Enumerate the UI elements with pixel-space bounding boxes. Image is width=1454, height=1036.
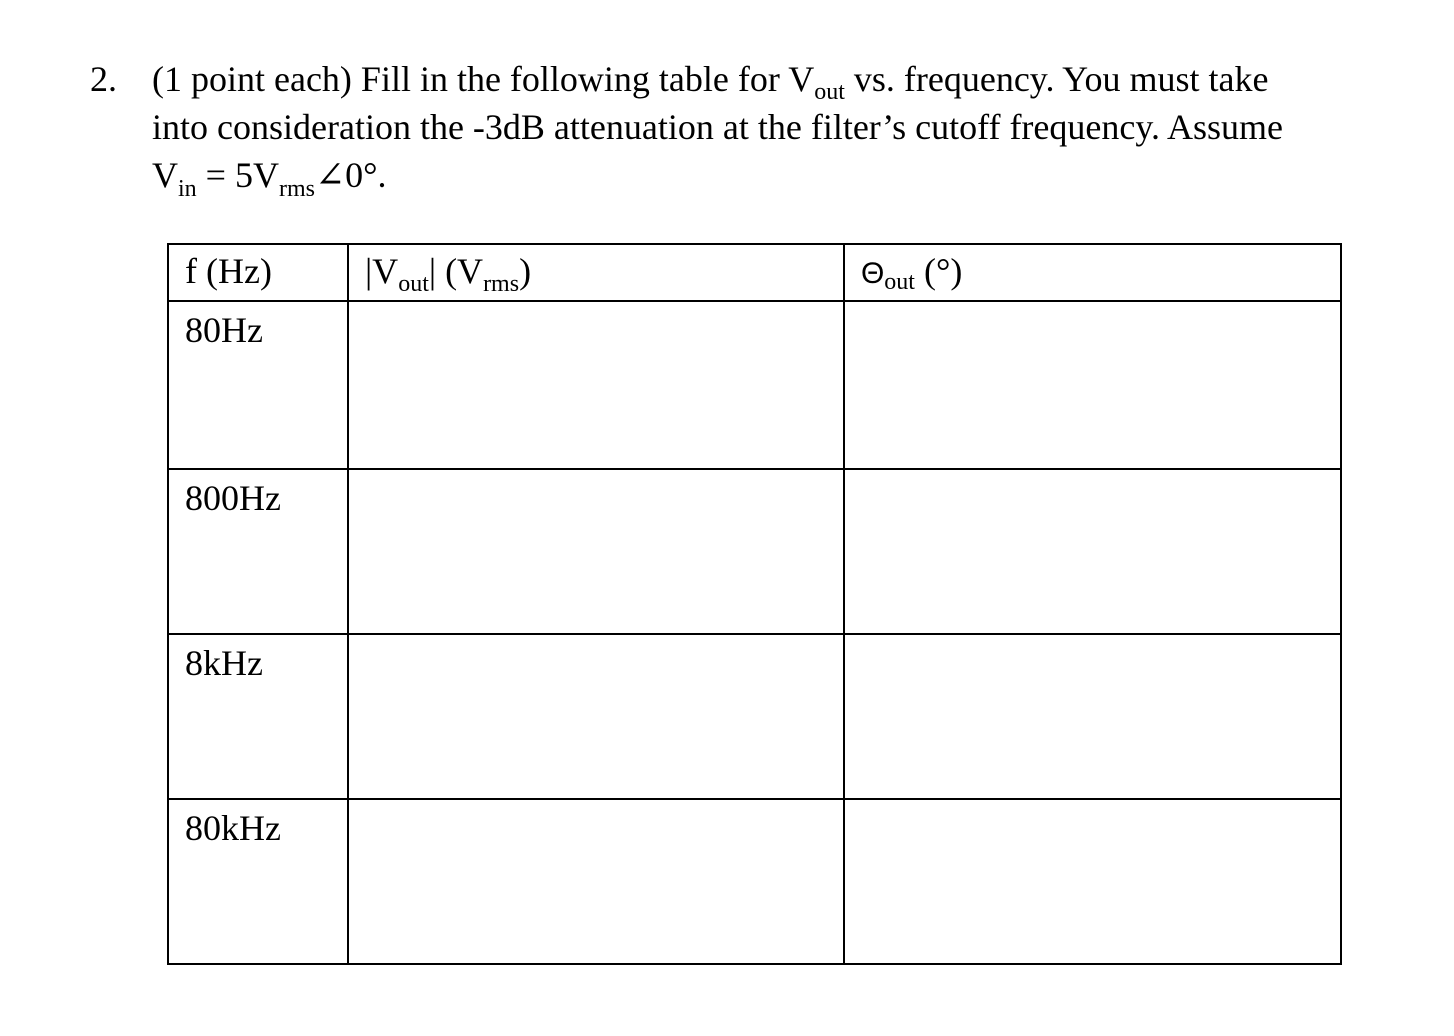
vout-answer-cell[interactable] <box>348 799 844 964</box>
header-vout-start: |V <box>364 251 399 291</box>
vin-subscript: in <box>178 176 197 202</box>
question-number: 2. <box>90 59 117 99</box>
theta-answer-cell[interactable] <box>844 469 1341 634</box>
phase-angle: ∠0°. <box>314 155 387 195</box>
rms-subscript: rms <box>278 176 315 202</box>
theta-answer-cell[interactable] <box>844 799 1341 964</box>
vin-equals: = 5V <box>196 155 279 195</box>
table-header-row <box>168 244 1341 301</box>
freq-cell: 8kHz <box>168 634 348 799</box>
header-vout-end: ) <box>519 251 532 291</box>
freq-cell: 800Hz <box>168 469 348 634</box>
theta-symbol: Θ <box>860 257 885 290</box>
vout-subscript: out <box>814 79 845 105</box>
header-vout-subscript: out <box>398 271 429 297</box>
table-row <box>168 634 1341 799</box>
header-vrms-subscript: rms <box>483 271 520 297</box>
vin-symbol: V <box>152 155 178 195</box>
question-line-3 <box>152 151 1442 202</box>
freq-cell: 80kHz <box>168 799 348 964</box>
question-line-1-start: (1 point each) Fill in the following table for V <box>152 59 815 99</box>
theta-answer-cell[interactable] <box>844 634 1341 799</box>
theta-subscript: out <box>884 269 915 295</box>
theta-answer-cell[interactable] <box>844 301 1341 469</box>
question-line-1-end: vs. frequency. You must take <box>844 59 1269 99</box>
question-text <box>152 55 1442 202</box>
question-line-1 <box>152 55 1442 103</box>
freq-cell: 80Hz <box>168 301 348 469</box>
table-row <box>168 469 1341 634</box>
question-line-2: into consideration the -3dB attenuation at the filter’s cutoff frequency. Assume <box>152 107 1284 147</box>
header-vout-middle: | (V <box>428 251 484 291</box>
vout-answer-cell[interactable] <box>348 634 844 799</box>
header-vout-magnitude <box>348 244 844 301</box>
vout-answer-cell[interactable] <box>348 301 844 469</box>
frequency-response-table <box>167 243 1342 965</box>
theta-unit: (°) <box>914 251 963 291</box>
vout-answer-cell[interactable] <box>348 469 844 634</box>
header-theta-out <box>844 244 1341 301</box>
table-row <box>168 799 1341 964</box>
table-row <box>168 301 1341 469</box>
header-frequency: f (Hz) <box>168 244 348 301</box>
